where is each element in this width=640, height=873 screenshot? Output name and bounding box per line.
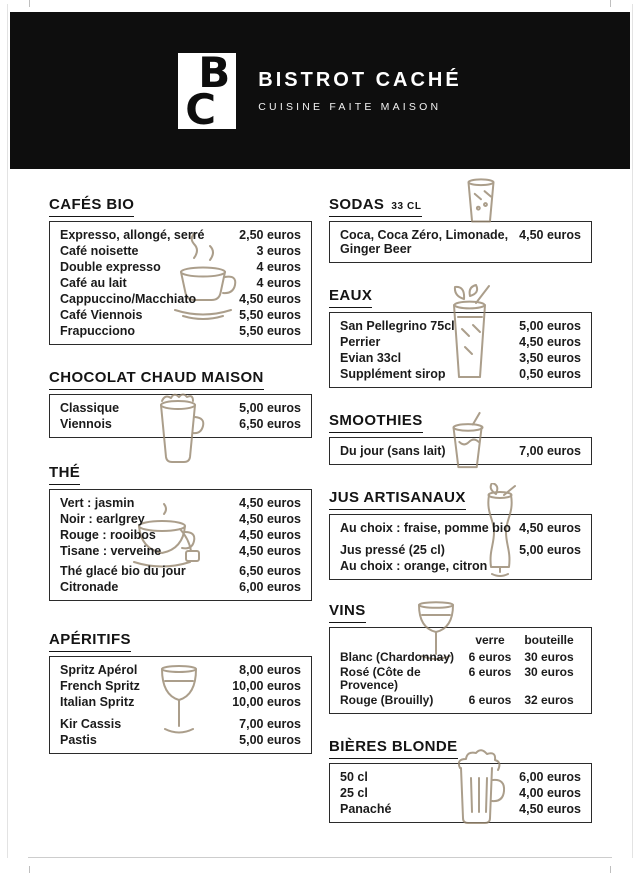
item-name: Vert : jasmin <box>60 496 135 510</box>
item-price: 4,00 euros <box>519 786 581 800</box>
menu-item-row <box>60 579 301 595</box>
section-heading-bieres <box>329 738 458 759</box>
item-name: Au choix : fraise, pomme bio <box>340 521 511 535</box>
item-price-bouteille: 30 euros <box>524 650 574 664</box>
item-price: 3 euros <box>256 244 301 258</box>
item-name: Panaché <box>340 802 392 816</box>
menu-item-row <box>340 785 581 801</box>
item-price: 6,50 euros <box>239 564 301 578</box>
item-price: 10,00 euros <box>232 695 301 709</box>
menu-item-row <box>60 307 301 323</box>
item-price: 8,00 euros <box>239 663 301 677</box>
item-name: Supplément sirop <box>340 367 446 381</box>
section-jus-artisanaux <box>329 489 592 580</box>
item-name: Rouge : rooibos <box>60 528 156 542</box>
item-name: Italian Spritz <box>60 695 135 709</box>
vins-col-verre: verre <box>475 633 505 647</box>
section-title: SODAS <box>329 196 385 213</box>
item-name: Thé glacé bio du jour <box>60 564 186 578</box>
menu-item-row <box>60 275 301 291</box>
item-price: 2,50 euros <box>239 228 301 242</box>
crop-mark <box>29 866 30 873</box>
item-name: Perrier <box>340 335 381 349</box>
section-smoothies <box>329 412 592 465</box>
vins-box <box>329 627 592 714</box>
item-price-bouteille: 32 euros <box>524 693 574 707</box>
menu-item-row <box>340 650 581 665</box>
menu-item-row <box>60 243 301 259</box>
item-price: 5,00 euros <box>239 401 301 415</box>
brand-title: BISTROT CACHÉ <box>258 68 462 91</box>
item-name: Rouge (Brouilly) <box>340 693 434 707</box>
crop-mark <box>29 0 30 7</box>
item-name: French Spritz <box>60 679 140 693</box>
item-price: 0,50 euros <box>519 367 581 381</box>
section-title: SMOOTHIES <box>329 412 423 429</box>
menu-item-row <box>340 801 581 817</box>
section-heading-chocolat <box>49 369 264 390</box>
item-name: Coca, Coca Zéro, Limonade, Ginger Beer <box>340 228 509 256</box>
header-banner <box>10 12 630 169</box>
item-name: 25 cl <box>340 786 368 800</box>
brand-subtitle: CUISINE FAITE MAISON <box>258 100 442 113</box>
crop-mark <box>610 866 611 873</box>
section-chocolat-chaud <box>49 369 312 438</box>
item-price: 5,00 euros <box>239 733 301 747</box>
section-heading-smoothies <box>329 412 423 433</box>
item-price: 6,50 euros <box>239 417 301 431</box>
item-price: 4,50 euros <box>519 521 581 535</box>
item-price: 4,50 euros <box>239 496 301 510</box>
section-title: EAUX <box>329 287 373 304</box>
menu-item-row <box>60 662 301 678</box>
section-heading-note: 33 CL <box>391 201 422 212</box>
item-name: Du jour (sans lait) <box>340 444 446 458</box>
item-price: 10,00 euros <box>232 679 301 693</box>
menu-item-row <box>60 227 301 243</box>
section-title: CAFÉS BIO <box>49 196 135 213</box>
item-price: 5,50 euros <box>239 308 301 322</box>
smoothies-box <box>329 437 592 465</box>
section-heading-eaux <box>329 287 372 308</box>
item-price: 7,00 euros <box>239 717 301 731</box>
soda-glass-icon <box>456 176 506 226</box>
section-title: THÉ <box>49 464 81 481</box>
section-heading-aperitifs <box>49 631 131 652</box>
section-heading-vins <box>329 602 366 623</box>
item-name: Citronade <box>60 580 119 594</box>
section-title: JUS ARTISANAUX <box>329 489 466 506</box>
item-name: Jus pressé (25 cl) <box>340 543 445 557</box>
item-price: 4,50 euros <box>239 292 301 306</box>
menu-item-row <box>340 693 581 708</box>
item-name: Kir Cassis <box>60 717 122 731</box>
crop-mark <box>610 0 611 7</box>
item-name: Evian 33cl <box>340 351 402 365</box>
section-the <box>49 464 312 601</box>
menu-item-row <box>60 543 301 559</box>
menu-right-column <box>329 188 592 823</box>
brand-text <box>258 69 461 113</box>
item-name: San Pellegrino 75cl <box>340 319 455 333</box>
menu-item-row <box>340 350 581 366</box>
section-bieres-blonde <box>329 738 592 823</box>
menu-item-row <box>340 334 581 350</box>
item-price: 4,50 euros <box>239 512 301 526</box>
item-name: Café noisette <box>60 244 139 258</box>
chocolat-box <box>49 394 312 438</box>
item-name: Double expresso <box>60 260 161 274</box>
item-price-verre: 6 euros <box>468 650 512 664</box>
vins-header-row <box>340 633 581 650</box>
item-name: Frapucciono <box>60 324 136 338</box>
item-name: Café au lait <box>60 276 127 290</box>
item-name: Noir : earlgrey <box>60 512 145 526</box>
item-name: Expresso, allongé, serré <box>60 228 205 242</box>
item-name: Café Viennois <box>60 308 143 322</box>
item-price: 3,50 euros <box>519 351 581 365</box>
section-title: CHOCOLAT CHAUD MAISON <box>49 369 264 386</box>
item-price: 4,50 euros <box>519 335 581 349</box>
item-name: 50 cl <box>340 770 368 784</box>
menu-item-row <box>340 318 581 334</box>
cafes-box <box>49 221 312 345</box>
section-heading-jus <box>329 489 466 510</box>
item-price: 4,50 euros <box>239 544 301 558</box>
section-heading-cafes <box>49 196 134 217</box>
item-price: 6,00 euros <box>239 580 301 594</box>
page-edge-line <box>632 4 633 858</box>
item-price-verre: 6 euros <box>468 665 512 679</box>
aperitifs-box <box>49 656 312 754</box>
item-price-bouteille: 30 euros <box>524 665 574 679</box>
menu-item-row <box>340 542 581 558</box>
item-name: Spritz Apérol <box>60 663 138 677</box>
item-price: 7,00 euros <box>519 444 581 458</box>
menu-item-row <box>60 511 301 527</box>
section-title: BIÈRES BLONDE <box>329 738 458 755</box>
vins-col-bouteille: bouteille <box>524 633 574 647</box>
menu-item-row <box>340 520 581 536</box>
menu-item-row <box>340 665 581 693</box>
item-price: 4,50 euros <box>519 228 581 242</box>
menu-item-row <box>60 416 301 432</box>
section-heading-the <box>49 464 80 485</box>
bieres-box <box>329 763 592 823</box>
menu-item-row <box>60 716 301 732</box>
item-name: Cappuccino/Macchiato <box>60 292 197 306</box>
smoothie-cup-icon <box>444 411 494 471</box>
menu-item-row <box>340 558 581 574</box>
page-edge-line <box>28 857 612 858</box>
item-name: Viennois <box>60 417 112 431</box>
item-price: 4 euros <box>256 260 301 274</box>
logo-letter-c: C <box>185 84 217 134</box>
menu-left-column <box>49 188 312 754</box>
menu-item-row <box>340 366 581 382</box>
page-edge-line <box>7 4 8 858</box>
item-price: 4 euros <box>256 276 301 290</box>
eaux-box <box>329 312 592 388</box>
section-vins <box>329 602 592 714</box>
section-heading-sodas <box>329 196 422 217</box>
item-name: Classique <box>60 401 120 415</box>
item-name: Tisane : verveine <box>60 544 162 558</box>
section-aperitifs <box>49 631 312 754</box>
section-title: APÉRITIFS <box>49 631 131 648</box>
menu-item-row <box>60 291 301 307</box>
section-cafes-bio <box>49 196 312 345</box>
item-name: Pastis <box>60 733 97 747</box>
section-eaux <box>329 287 592 388</box>
menu-item-row <box>60 563 301 579</box>
the-box <box>49 489 312 601</box>
brand-logo <box>178 47 236 134</box>
menu-item-row <box>60 259 301 275</box>
item-price: 5,00 euros <box>519 543 581 557</box>
item-name: Blanc (Chardonnay) <box>340 650 455 664</box>
jus-box <box>329 514 592 580</box>
menu-item-row <box>60 527 301 543</box>
item-price: 4,50 euros <box>239 528 301 542</box>
menu-item-row <box>60 495 301 511</box>
menu-item-row <box>340 769 581 785</box>
menu-item-row <box>340 443 581 459</box>
item-name: Au choix : orange, citron <box>340 559 488 573</box>
menu-item-row <box>60 323 301 339</box>
item-name: Rosé (Côte de Provence) <box>340 665 421 692</box>
menu-item-row <box>60 678 301 694</box>
item-price: 6,00 euros <box>519 770 581 784</box>
item-price: 4,50 euros <box>519 802 581 816</box>
menu-item-row <box>60 732 301 748</box>
item-price: 5,50 euros <box>239 324 301 338</box>
item-price-verre: 6 euros <box>468 693 512 707</box>
menu-item-row <box>60 400 301 416</box>
sodas-box <box>329 221 592 263</box>
item-price: 5,00 euros <box>519 319 581 333</box>
section-sodas <box>329 196 592 263</box>
section-title: VINS <box>329 602 366 619</box>
menu-item-row <box>60 694 301 710</box>
logo-letter-b: B <box>198 47 231 97</box>
menu-item-row <box>340 227 581 257</box>
